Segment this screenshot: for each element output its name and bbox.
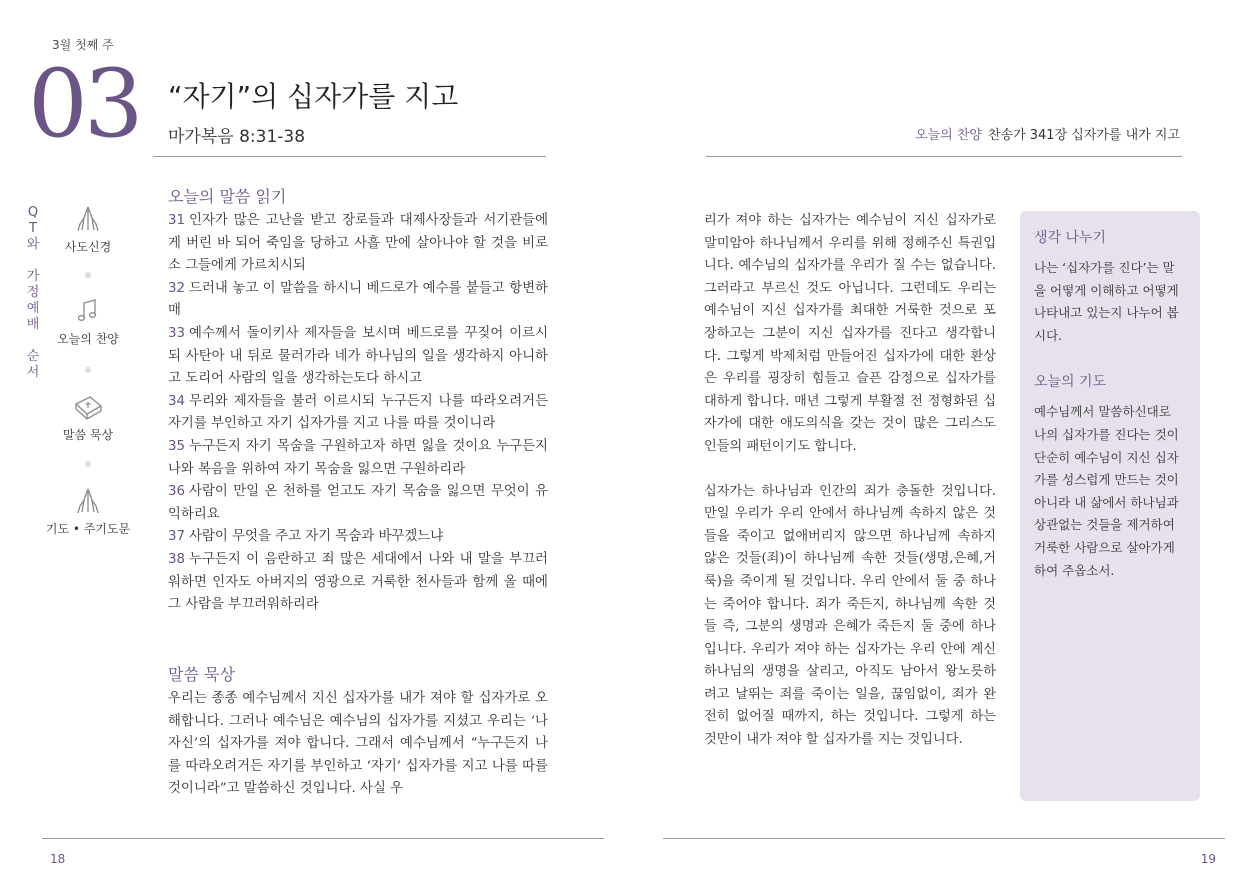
verse: [168, 549, 548, 617]
vertical-char: 배: [26, 317, 40, 332]
vertical-char: 정: [26, 285, 40, 300]
hymn-label: 오늘의 찬양: [915, 128, 982, 143]
vertical-char: 와: [26, 237, 40, 252]
sharing-text: 나는 ‘십자가를 진다’는 말을 어떻게 이해하고 어떻게 나타내고 있는지 나누어 봅시다.: [1034, 260, 1179, 343]
week-label: 3월 첫째 주: [52, 38, 114, 52]
sidebar-item-label: 말씀 묵상: [62, 428, 114, 442]
meditation-paragraph: 십자가는 하나님과 인간의 죄가 충돌한 것입니다. 만일 우리가 우리 안에서 하나님께 속하지 않은 것들을 죽이고 없애버리지 않으면 하나님께 속하지 않은 것들(죄)이 하나님께 속한 것들(생명,은혜,거룩)을 죽이게 될 것입니다. 우리 안에서 둘 중 하나는 죽어야 합니다. 죄가 죽든지, 하나님께 속한 것들 즉, 그분의 생명과 은혜가 죽든지 둘 중에 하나입니다. 우리가 져야 하는 십자가는 우리 안에 계신 하나님의 생명을 살리고, 아직도 남아서 왕노릇하려고 날뛰는 죄를 죽이는 일을, 끊임없이, 죄가 완전히 없어질 때까지, 하는 것입니다. 그렇게 하는 것만이 내가 져야 할 십자가를 지는 것입니다.: [704, 483, 996, 748]
vertical-char: 순: [26, 349, 40, 364]
footer-divider-right: [663, 838, 1225, 839]
verse: [168, 210, 548, 278]
verse: [168, 278, 548, 323]
sidebar-item-meditation: [43, 392, 133, 443]
sidebar-item-hymn: [43, 296, 133, 347]
footer-divider-left: [42, 838, 604, 839]
verse-text: 예수께서 돌이키사 제자들을 보시며 베드로를 꾸짖어 이르시되 사탄아 내 뒤로 물러가라 네가 하나님의 일을 생각하지 아니하고 도리어 사람의 일을 생각하는도다 하시고: [168, 325, 548, 387]
title-divider-right: [706, 156, 1182, 157]
page-title: “자기”의 십자가를 지고: [168, 80, 459, 113]
verse-number: 33: [168, 325, 186, 341]
hymn-value: 찬송가 341장 십자가를 내가 지고: [987, 128, 1180, 143]
sharing-heading: 생각 나누기: [1034, 230, 1107, 246]
verse-text: 인자가 많은 고난을 받고 장로들과 대제사장들과 서기관들에게 버린 바 되어 죽임을 당하고 사흘 만에 살아나야 할 것을 비로소 그들에게 가르치시되: [168, 213, 548, 274]
sidebar-item-label: 기도 • 주기도문: [45, 522, 131, 536]
sidebar-item-label: 사도신경: [64, 240, 112, 254]
reading-heading: 오늘의 말씀 읽기: [168, 187, 287, 206]
verse: [168, 436, 548, 481]
sharing-prayer-box: [1020, 211, 1200, 801]
verse: [168, 391, 548, 436]
verse-number: 37: [168, 529, 186, 545]
verse: [168, 481, 548, 526]
meditation-heading: 말씀 묵상: [168, 665, 235, 684]
praying-hands-icon: [73, 486, 103, 516]
verse-text: 사람이 무엇을 주고 자기 목숨과 바꾸겠느냐: [189, 529, 444, 545]
vertical-char: 서: [26, 365, 40, 380]
verse-text: 누구든지 자기 목숨을 구원하고자 하면 잃을 것이요 누구든지 나와 복음을 위하여 자기 목숨을 잃으면 구원하리라: [168, 438, 548, 477]
bible-icon: [72, 392, 104, 422]
vertical-char: 예: [26, 301, 40, 316]
hymn-line: [915, 124, 1180, 143]
sidebar-dot: [85, 367, 91, 373]
verse-number: 31: [168, 213, 186, 228]
sidebar-item-label: 오늘의 찬양: [57, 332, 119, 346]
sidebar-vertical-title: [26, 205, 40, 381]
sidebar-item-apostles-creed: [43, 204, 133, 255]
page-number-right: 19: [1200, 852, 1216, 866]
meditation-text-left: 우리는 종종 예수님께서 지신 십자가를 내가 져야 할 십자가로 오해합니다. 그러나 예수님은 예수님의 십자가를 지셨고 우리는 ‘나 자신’의 십자가를 져야 합니다. 그래서 예수님께서 “누구든지 나를 따라오려거든 자기를 부인하고 ‘자기’ 십자가를 지고 나를 따를 것이니라”고 말씀하신 것입니다. 사실 우: [168, 691, 548, 797]
verse-number: 34: [168, 393, 186, 409]
prayer-text: 예수님께서 말씀하신대로 나의 십자가를 진다는 것이 단순히 예수님이 지신 십자가를 성스럽게 만드는 것이 아니라 내 삶에서 하나님과 상관없는 것들을 제거하여 거룩한 사람으로 살아가게 하여 주옵소서.: [1034, 404, 1179, 578]
verse-number: 38: [168, 551, 186, 567]
page-number-left: 18: [50, 852, 66, 866]
verse-text: 무리와 제자들을 불러 이르시되 누구든지 나를 따라오려거든 자기를 부인하고 자기 십자가를 지고 나를 따를 것이니라: [168, 393, 548, 432]
sidebar-dot: [85, 272, 91, 278]
meditation-paragraph: 리가 져야 하는 십자가는 예수님이 지신 십자가로 말미암아 하나님께서 우리를 위해 정해주신 특권입니다. 예수님의 십자가를 우리가 질 수는 없습니다. 그러라고 부르신 것도 아닙니다. 그런데도 우리는 예수님이 지신 십자가를 최대한 거룩한 것으로 포장하고는 그분이 지신 십자가를 진다고 생각합니다. 그렇게 박제처럼 만들어진 십자가에 대한 환상은 우리를 굉장히 힘들고 슬픈 감정으로 십자가를 대하게 합니다. 매년 그렇게 부활절 전 정형화된 십자가에 대한 애도의식을 갖는 것이 많은 그리스도인들의 패턴이기도 합니다.: [704, 213, 996, 454]
music-note-icon: [73, 296, 103, 326]
verse-text: 누구든지 이 음란하고 죄 많은 세대에서 나와 내 말을 부끄러워하면 인자도 아버지의 영광으로 거룩한 천사들과 함께 올 때에 그 사람을 부끄러워하리라: [168, 551, 548, 613]
verse-text: 드러내 놓고 이 말씀을 하시니 베드로가 예수를 붙들고 항변하매: [168, 280, 548, 319]
verse-text: 사람이 만일 온 천하를 얻고도 자기 목숨을 잃으면 무엇이 유익하리요: [168, 484, 548, 522]
vertical-char: Q: [27, 205, 39, 220]
lesson-number: 03: [28, 50, 140, 159]
prayer-heading: 오늘의 기도: [1034, 374, 1107, 391]
scripture-reference: 마가복음 8:31-38: [168, 127, 306, 147]
reading-verses: [168, 210, 548, 617]
verse-number: 36: [168, 484, 186, 500]
vertical-char: T: [29, 221, 37, 236]
verse-number: 32: [168, 280, 186, 296]
sidebar-dot: [85, 461, 91, 467]
verse: [168, 526, 548, 549]
title-divider-left: [153, 156, 546, 157]
meditation-text-right: [704, 210, 996, 774]
vertical-char: 가: [26, 269, 40, 284]
sidebar-item-prayer: [43, 486, 133, 537]
verse-number: 35: [168, 438, 186, 454]
verse: [168, 323, 548, 391]
praying-hands-icon: [73, 204, 103, 234]
